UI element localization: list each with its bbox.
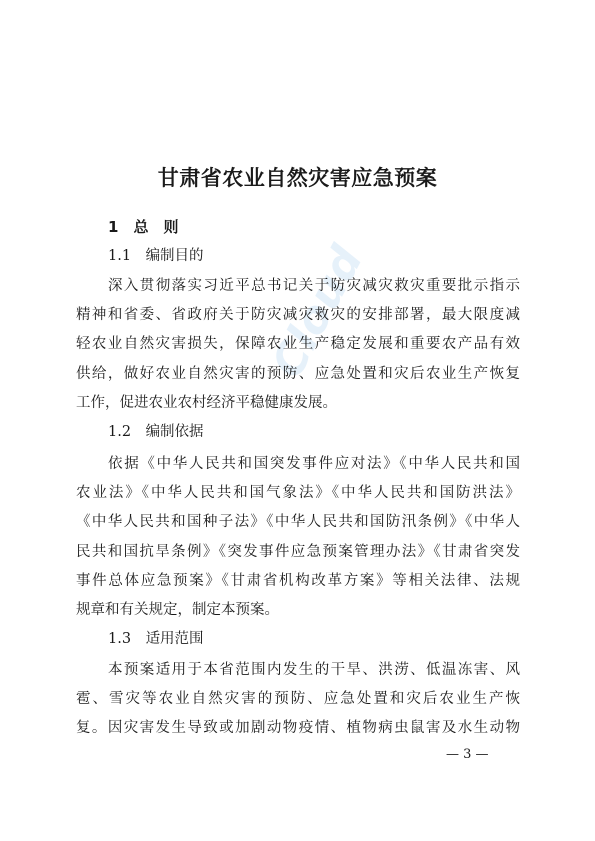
text-line: 民共和国抗旱条例》《突发事件应急预案管理办法》《甘肃省突发 <box>76 543 520 560</box>
text-line: 事件总体应急预案》《甘肃省机构改革方案》等相关法律、法规 <box>76 572 520 589</box>
text-line: 供给，做好农业自然灾害的预防、应急处置和灾后农业生产恢复 <box>76 365 520 382</box>
paragraph-basis <box>76 450 520 625</box>
subsection-number: 1.2 <box>108 424 132 440</box>
text-line: 精神和省委、省政府关于防灾减灾救灾的安排部署，最大限度减 <box>76 307 520 324</box>
document-title: 甘肃省农业自然灾害应急预案 <box>157 166 438 190</box>
watermark: Cloud <box>262 238 373 386</box>
section-label: 总 则 <box>133 218 179 236</box>
subsection-heading-1-3 <box>108 627 204 648</box>
subsection-number: 1.1 <box>108 248 132 264</box>
subsection-heading-1-1 <box>108 244 204 265</box>
text-line: 依据《中华人民共和国突发事件应对法》《中华人民共和国 <box>108 456 520 472</box>
paragraph-scope <box>76 656 520 744</box>
paragraph-purpose <box>76 272 520 418</box>
section-number: 1 <box>108 218 119 236</box>
text-line: 雹、雪灾等农业自然灾害的预防、应急处置和灾后农业生产恢 <box>76 691 520 708</box>
subsection-label: 适用范围 <box>145 631 204 647</box>
page-number: — 3 — <box>446 747 489 762</box>
text-line: 复。因灾害发生导致或加剧动物疫情、植物病虫鼠害及水生动物 <box>76 720 520 737</box>
text-line: 本预案适用于本省范围内发生的干旱、洪涝、低温冻害、风 <box>108 662 520 678</box>
text-line: 轻农业自然灾害损失，保障农业生产稳定发展和重要农产品有效 <box>76 336 520 353</box>
subsection-number: 1.3 <box>108 631 132 647</box>
subsection-heading-1-2 <box>108 420 204 441</box>
text-line: 规章和有关规定，制定本预案。 <box>76 601 279 618</box>
subsection-label: 编制依据 <box>145 424 204 440</box>
text-line: 工作，促进农业农村经济平稳健康发展。 <box>76 394 337 411</box>
text-line: 深入贯彻落实习近平总书记关于防灾减灾救灾重要批示指示 <box>108 278 520 294</box>
subsection-label: 编制目的 <box>145 248 204 264</box>
text-line: 农业法》《中华人民共和国气象法》《中华人民共和国防洪法》 <box>76 485 520 502</box>
text-line: 《中华人民共和国种子法》《中华人民共和国防汛条例》《中华人 <box>76 514 520 531</box>
section-heading-1 <box>108 216 178 237</box>
